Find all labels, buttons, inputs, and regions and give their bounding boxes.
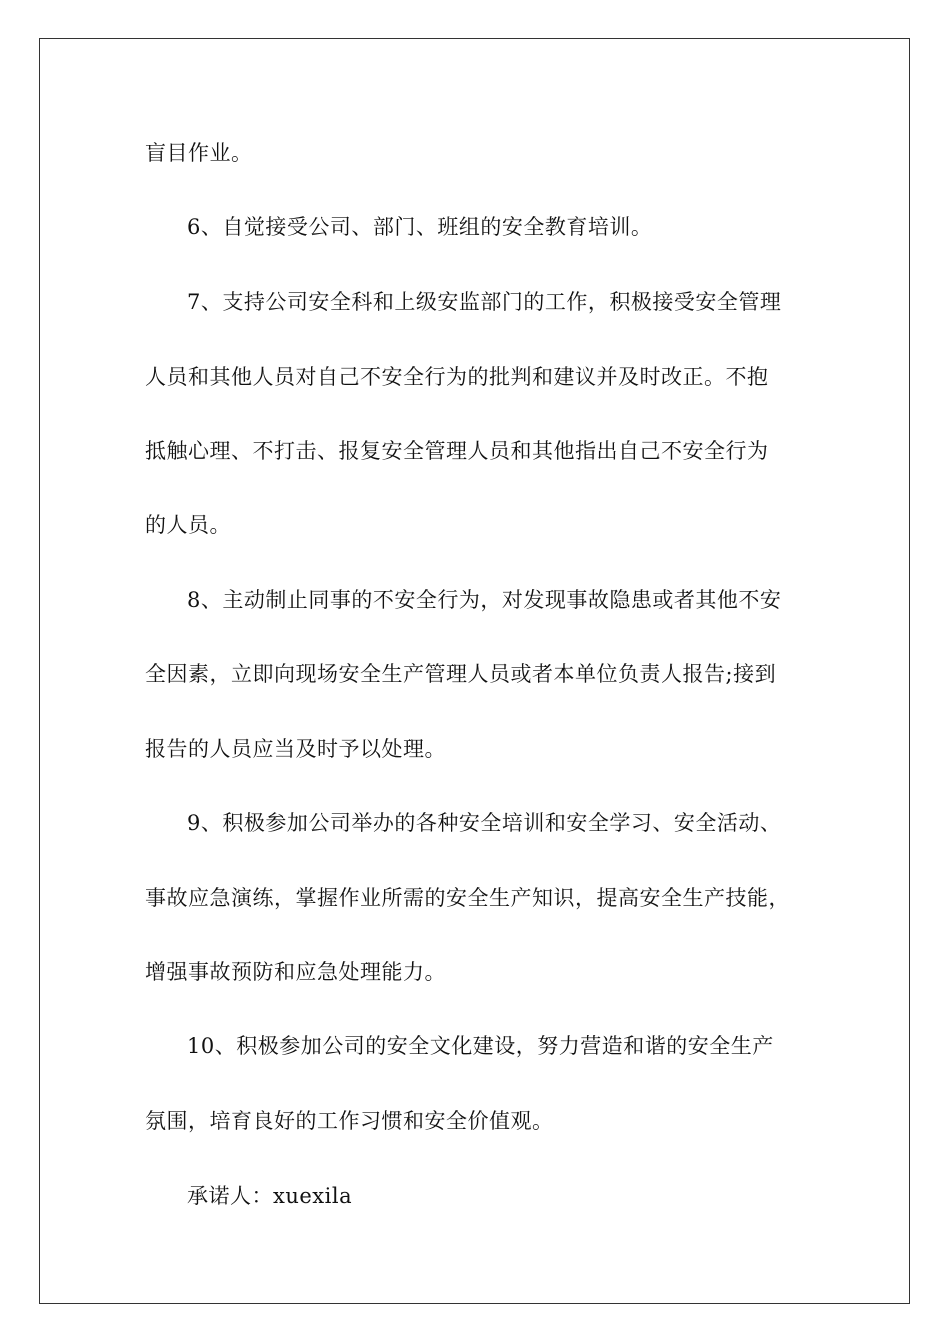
item-9-line-3: 增强事故预防和应急处理能力。 (145, 960, 446, 984)
item-9-line-1: 9、积极参加公司举办的各种安全培训和安全学习、安全活动、 (187, 811, 782, 835)
signature-line: 承诺人：xuexila (187, 1184, 353, 1208)
item-7-line-4: 的人员。 (145, 513, 231, 537)
text-line-1: 盲目作业。 (145, 141, 253, 165)
item-10-line-1: 10、积极参加公司的安全文化建设，努力营造和谐的安全生产 (187, 1034, 774, 1058)
item-6-line-1: 6、自觉接受公司、部门、班组的安全教育培训。 (187, 215, 653, 239)
item-8-line-2: 全因素，立即向现场安全生产管理人员或者本单位负责人报告;接到 (145, 662, 777, 686)
item-8-line-3: 报告的人员应当及时予以处理。 (145, 737, 446, 761)
item-7-line-2: 人员和其他人员对自己不安全行为的批判和建议并及时改正。不抱 (145, 365, 769, 389)
item-7-line-1: 7、支持公司安全科和上级安监部门的工作，积极接受安全管理 (187, 290, 782, 314)
item-8-line-1: 8、主动制止同事的不安全行为，对发现事故隐患或者其他不安 (187, 588, 782, 612)
item-9-line-2: 事故应急演练，掌握作业所需的安全生产知识，提高安全生产技能， (145, 886, 790, 910)
item-7-line-3: 抵触心理、不打击、报复安全管理人员和其他指出自己不安全行为 (145, 439, 769, 463)
item-10-line-2: 氛围，培育良好的工作习惯和安全价值观。 (145, 1109, 554, 1133)
